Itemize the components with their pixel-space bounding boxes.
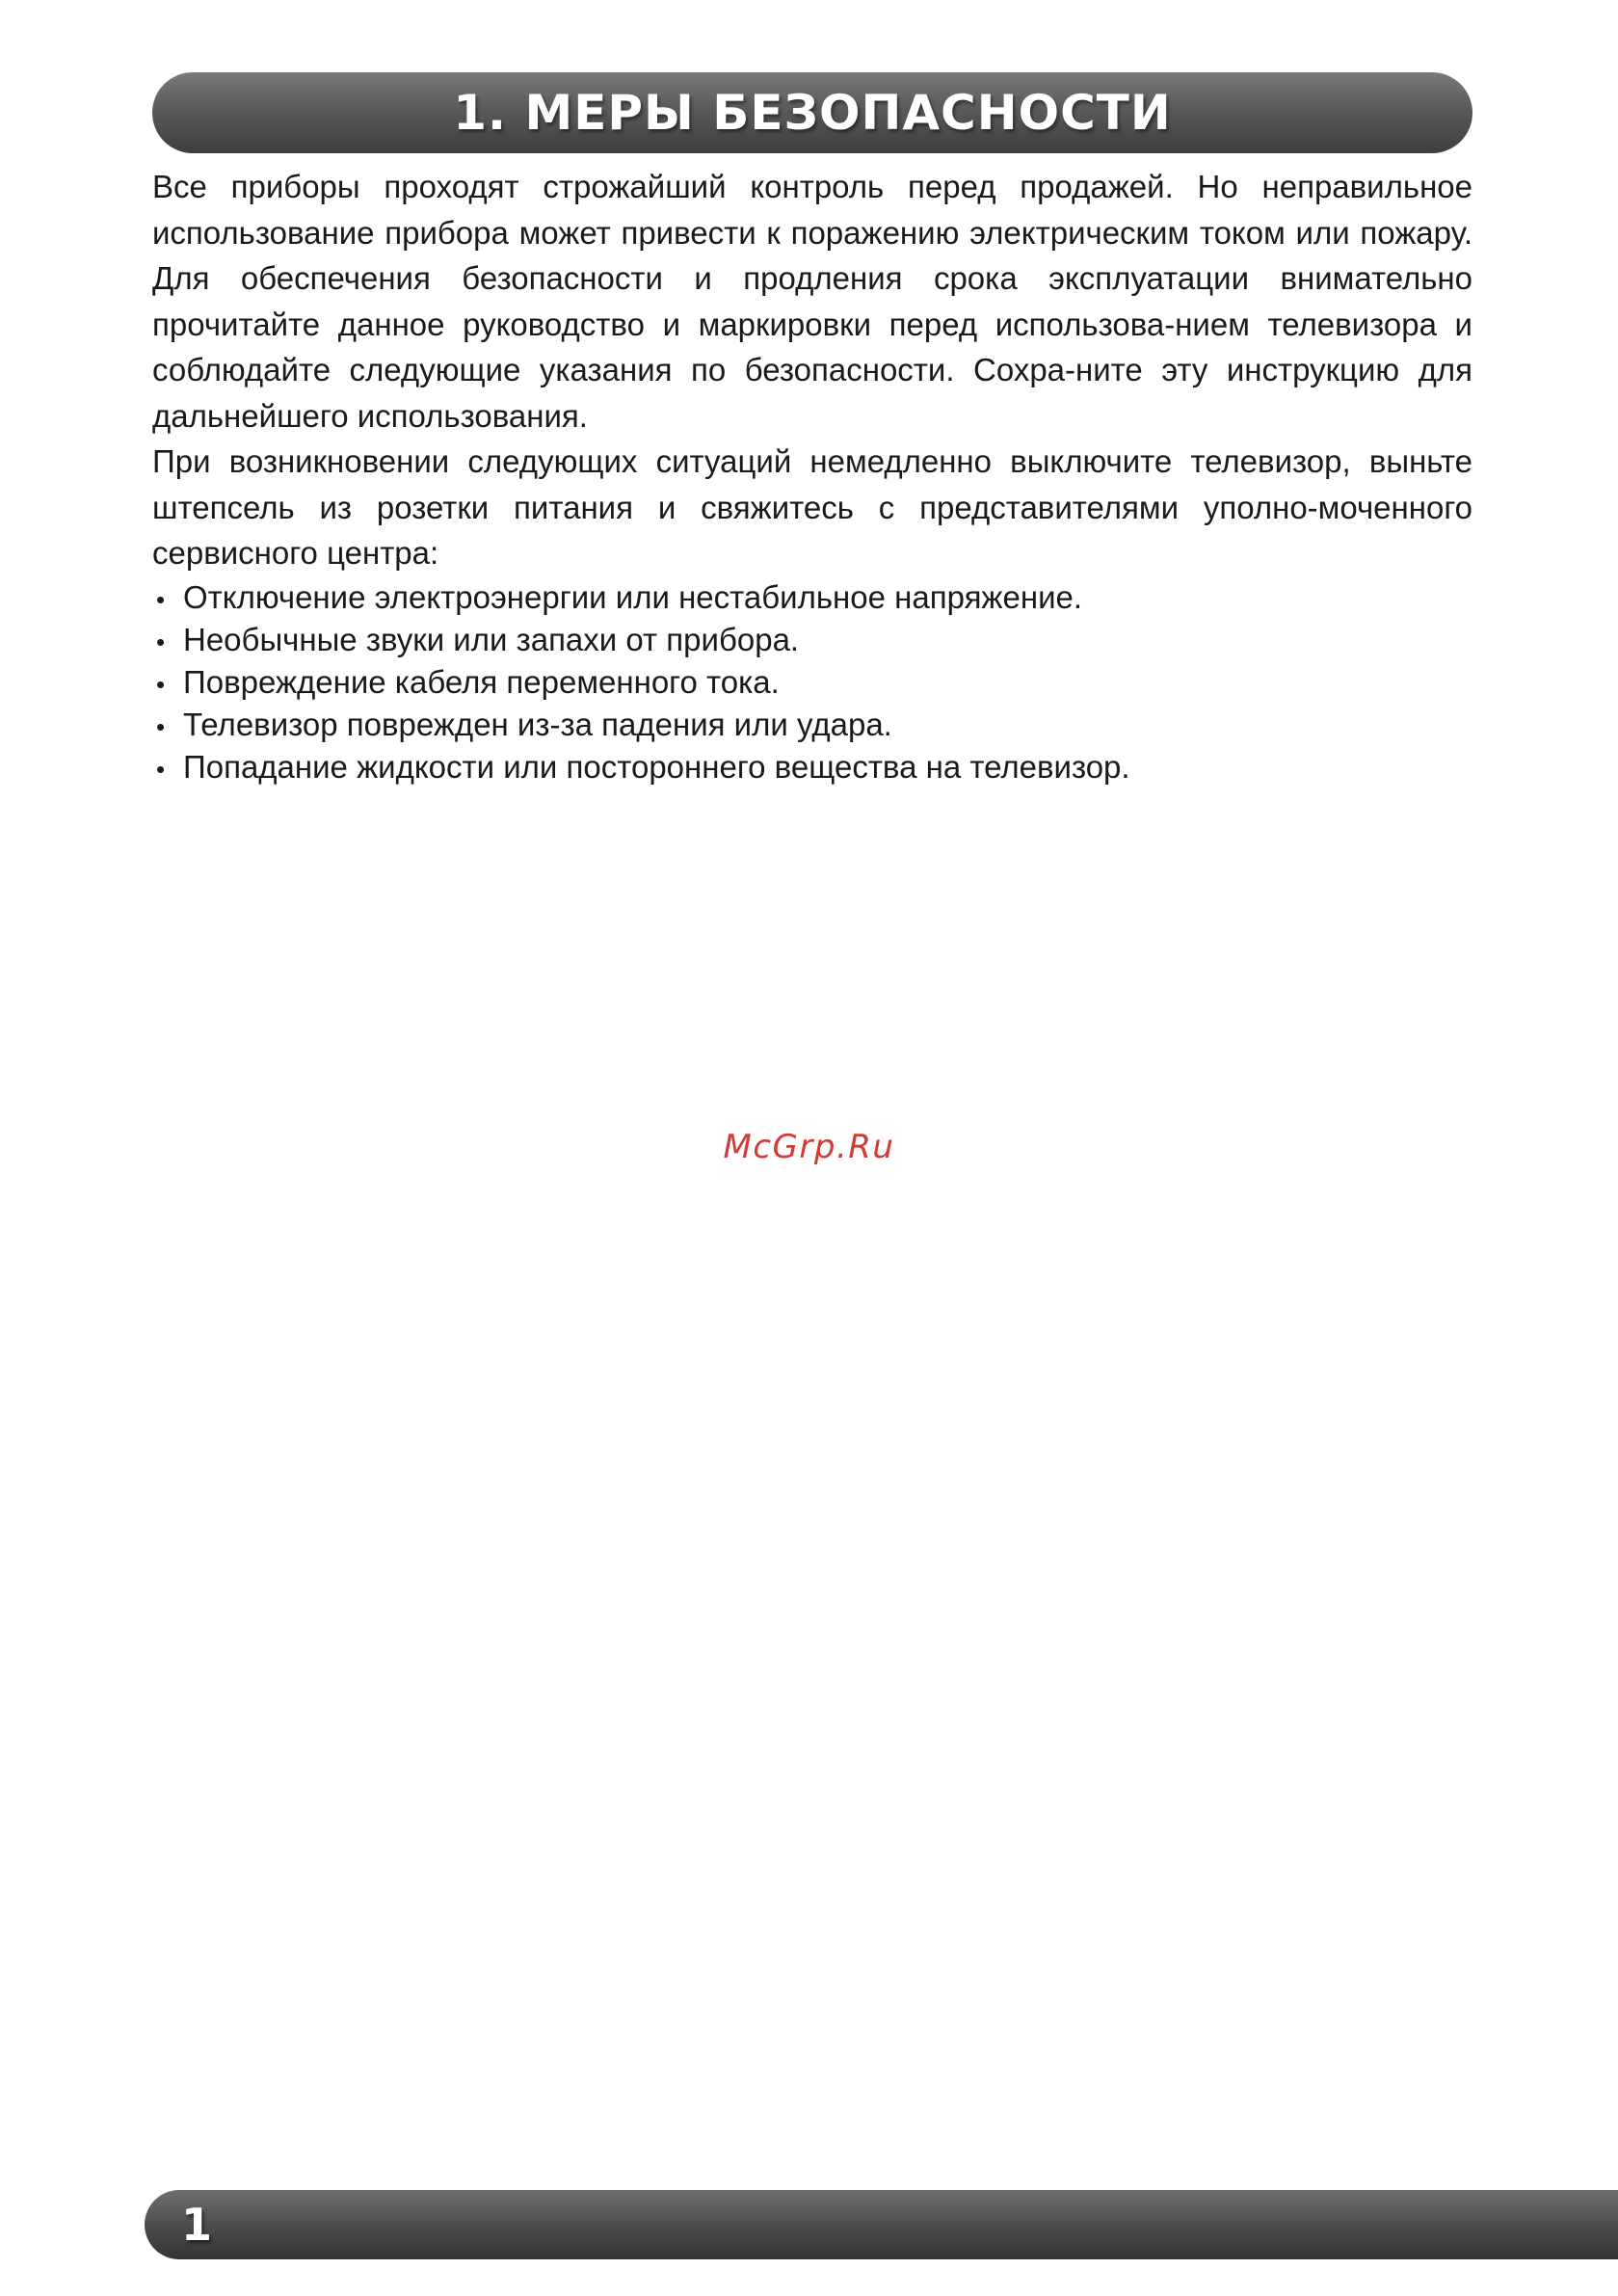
footer-bar — [145, 2190, 1618, 2259]
list-item — [152, 576, 1472, 619]
hazard-list — [152, 576, 1472, 788]
page-number: 1 — [181, 2199, 213, 2251]
list-item-text: Телевизор поврежден из-за падения или удара. — [183, 706, 892, 742]
intro-paragraph: Все приборы проходят строжайший контроль перед продажей. Но неправильное использование прибора может привести к поражению электрическим током или пожару. Для обеспечения безопасности и продления срока эксплуатации внимательно прочитайте данное руководство и маркировки перед использова-нием телевизора и соблюдайте следующие указания по безопасности. Сохра-ните эту инструкцию для дальнейшего использования. — [152, 169, 1472, 434]
list-item-text: Необычные звуки или запахи от прибора. — [183, 621, 800, 657]
bullet-icon: • — [156, 669, 166, 699]
bullet-icon: • — [156, 711, 166, 741]
instructions-paragraph: При возникновении следующих ситуаций немедленно выключите телевизор, выньте штепсель из розетки питания и свяжитесь с представителями уполно-моченного сервисного центра: — [152, 443, 1472, 571]
bullet-icon: • — [156, 584, 166, 614]
list-item-text: Отключение электроэнергии или нестабильное напряжение. — [183, 578, 1083, 615]
section-header-bar — [152, 72, 1472, 153]
document-body — [152, 164, 1472, 788]
list-item — [152, 746, 1472, 788]
bullet-icon: • — [156, 627, 166, 656]
section-title: 1. МЕРЫ БЕЗОПАСНОСТИ — [453, 85, 1172, 141]
list-item — [152, 661, 1472, 704]
bullet-icon: • — [156, 754, 166, 784]
watermark-text: McGrp.Ru — [723, 1128, 895, 1166]
list-item-text: Повреждение кабеля переменного тока. — [183, 663, 780, 700]
list-item — [152, 619, 1472, 661]
list-item-text: Попадание жидкости или постороннего вещества на телевизор. — [183, 748, 1130, 785]
list-item — [152, 704, 1472, 746]
